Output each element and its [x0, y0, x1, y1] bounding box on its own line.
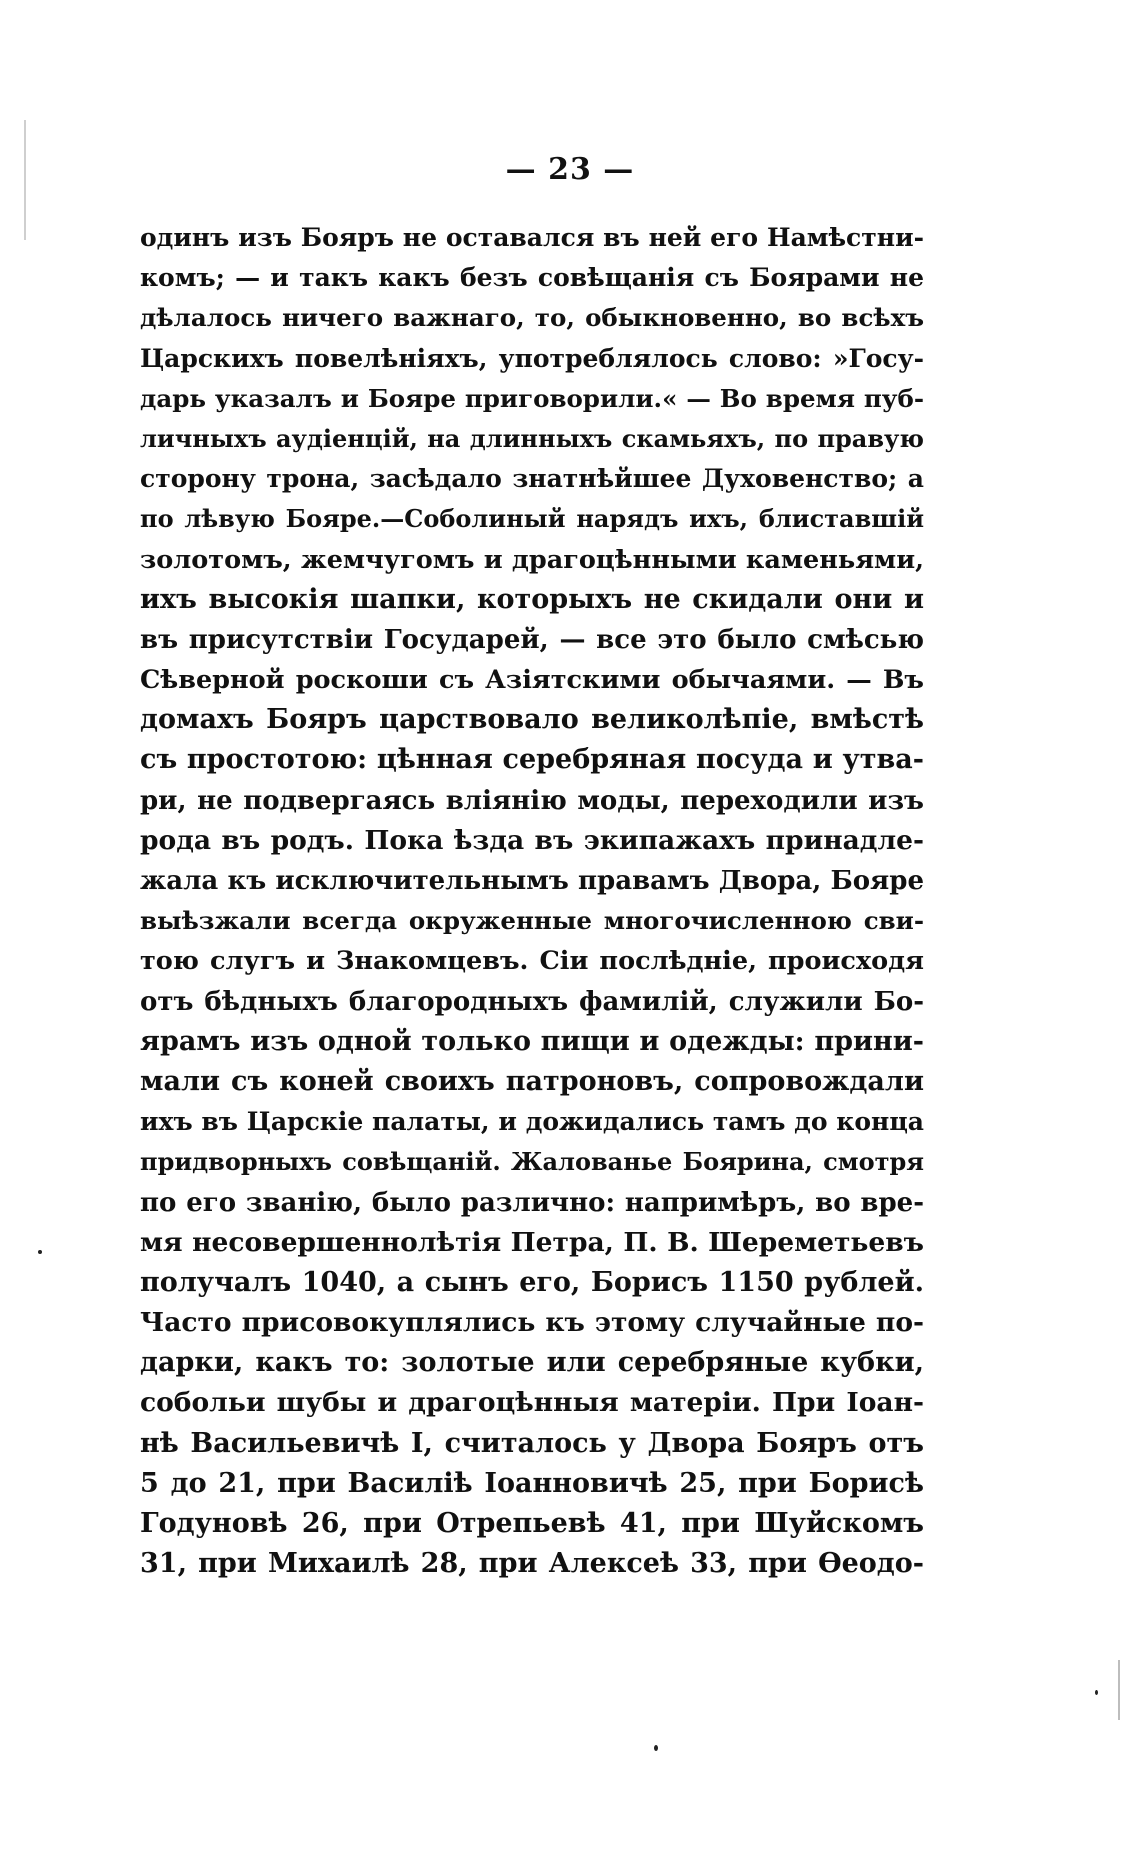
text-line: комъ; — и такъ какъ безъ совѣщанія съ Боярами не — [140, 263, 924, 293]
scan-speck — [654, 1745, 658, 1751]
text-line: отъ бѣдныхъ благородныхъ фамилій, служили Бо- — [140, 986, 924, 1017]
text-line: дарки, какъ то: золотые или серебряные кубки, — [140, 1347, 924, 1379]
text-line: выѣзжали всегда окруженные многочисленною сви- — [140, 906, 924, 936]
page-number: — 23 — — [505, 152, 635, 187]
text-line: 31, при Михаилѣ 28, при Алексеѣ 33, при Ѳеодо- — [140, 1548, 924, 1580]
text-line: мя несовершеннолѣтія Петра, П. В. Шереметьевъ — [140, 1226, 924, 1258]
body-text — [140, 218, 924, 1584]
text-line: по его званію, было различно: напримѣръ, во вре- — [140, 1187, 924, 1218]
text-line: Сѣверной роскоши съ Азіятскими обычаями. — Въ — [140, 665, 924, 696]
text-line: съ простотою: цѣнная серебряная посуда и утва- — [140, 744, 924, 776]
text-line: золотомъ, жемчугомъ и драгоцѣнными каменьями, — [140, 544, 924, 575]
scan-edge-mark — [1118, 1660, 1120, 1720]
text-line: одинъ изъ Бояръ не оставался въ ней его Намѣстни- — [140, 223, 924, 252]
text-line: Часто присовокуплялись къ этому случайные по- — [140, 1307, 924, 1339]
text-line: по лѣвую Бояре.—Соболиный нарядъ ихъ, блиставшій — [140, 504, 924, 534]
scan-speck — [1095, 1690, 1098, 1695]
text-line: ихъ въ Царскіе палаты, и дожидались тамъ до конца — [140, 1107, 924, 1137]
text-line: рода въ родъ. Пока ѣзда въ экипажахъ принадле- — [140, 824, 924, 856]
text-line: Годуновѣ 26, при Отрепьевѣ 41, при Шуйскомъ — [140, 1508, 924, 1539]
text-line: собольи шубы и драгоцѣнныя матеріи. При Іоан- — [140, 1387, 924, 1419]
text-line: жала къ исключительнымъ правамъ Двора, Бояре — [140, 866, 924, 896]
text-line: Царскихъ повелѣніяхъ, употреблялось слово: »Госу- — [140, 343, 924, 373]
text-line: личныхъ аудіенцій, на длинныхъ скамьяхъ, по правую — [140, 423, 924, 453]
text-line: мали съ коней своихъ патроновъ, сопровождали — [140, 1065, 924, 1097]
text-line: домахъ Бояръ царствовало великолѣпіе, вмѣстѣ — [140, 704, 924, 736]
text-line: ихъ высокія шапки, которыхъ не скидали они и — [140, 583, 924, 615]
text-line: получалъ 1040, а сынъ его, Борисъ 1150 рублей. — [140, 1266, 924, 1298]
text-line: тою слугъ и Знакомцевъ. Сіи послѣдніе, происходя — [140, 946, 924, 977]
scan-speck — [38, 1250, 42, 1254]
text-line: сторону трона, засѣдало знатнѣйшее Духовенство; а — [140, 464, 924, 494]
text-line: дѣлалось ничего важнаго, то, обыкновенно, во всѣхъ — [140, 303, 924, 333]
text-line: ярамъ изъ одной только пищи и одежды: прини- — [140, 1025, 924, 1057]
text-line: нѣ Васильевичѣ I, считалось у Двора Бояръ отъ — [140, 1427, 924, 1459]
text-line: ри, не подвергаясь вліянію моды, переходили изъ — [140, 785, 924, 816]
text-line: придворныхъ совѣщаній. Жалованье Боярина, смотря — [140, 1147, 924, 1177]
text-line: въ присутствіи Государей, — все это было смѣсью — [140, 624, 924, 655]
text-line: 5 до 21, при Василіѣ Іоанновичѣ 25, при Борисѣ — [140, 1467, 924, 1499]
text-line: дарь указалъ и Бояре приговорили.« — Во время пуб- — [140, 383, 924, 413]
